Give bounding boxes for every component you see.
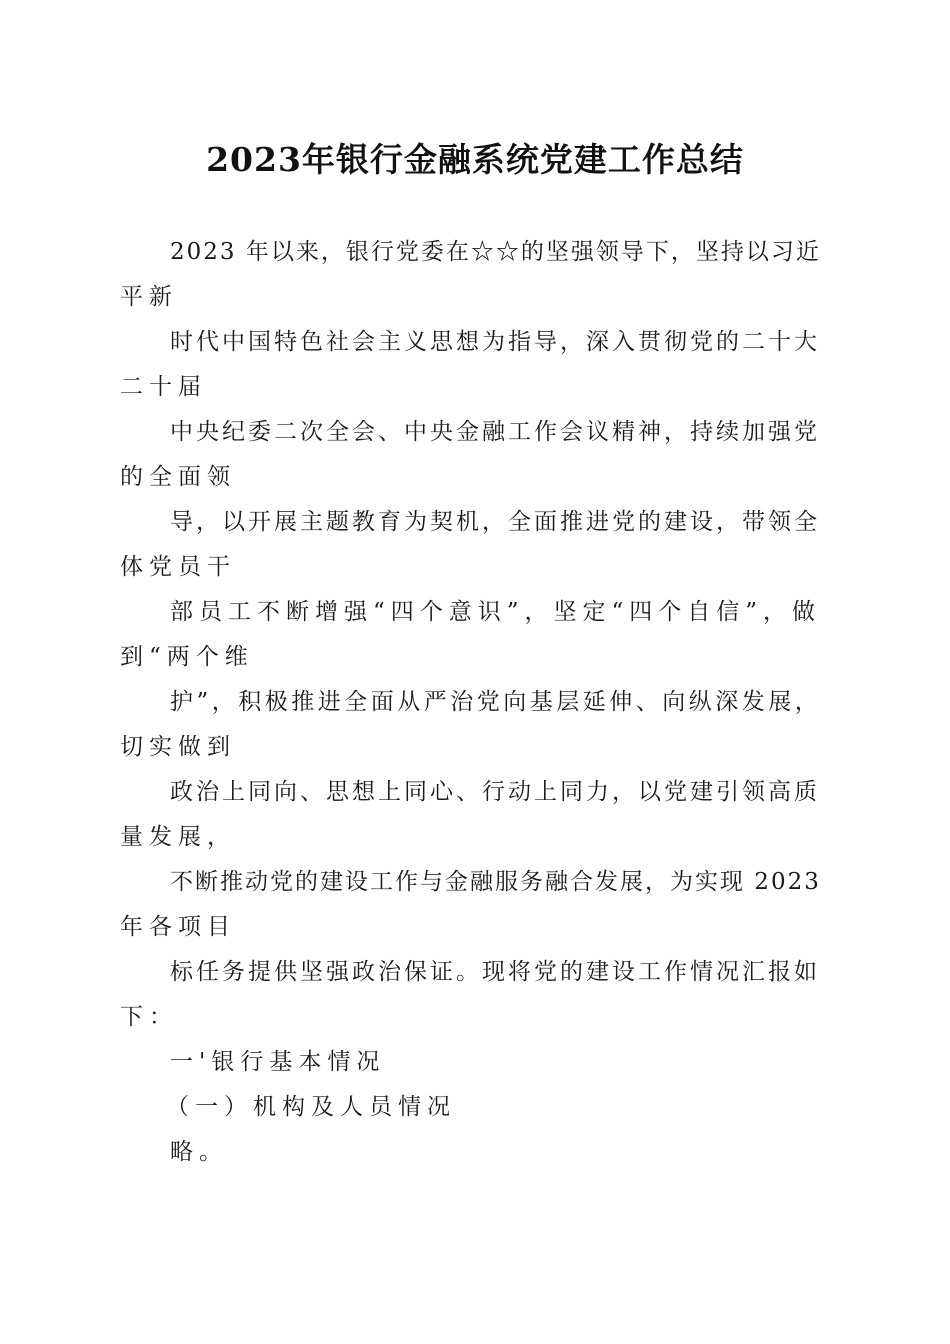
body-text: 略。: [170, 1139, 228, 1165]
document-title: 2023年银行金融系统党建工作总结: [206, 140, 744, 179]
paragraph-line-wrap: 量发展，: [120, 824, 236, 850]
paragraph-line: 时代中国特色社会主义思想为指导，深入贯彻党的二十大: [170, 329, 820, 355]
paragraph-line-wrap: 二十届: [120, 374, 207, 400]
paragraph-line: 部员工不断增强“四个意识”，坚定“四个自信”，做: [170, 599, 822, 625]
paragraph-line-wrap: 的全面领: [120, 464, 236, 490]
paragraph-line: 标任务提供坚强政治保证。现将党的建设工作情况汇报如: [170, 959, 820, 985]
paragraph-line-wrap: 到“两个维: [120, 644, 254, 670]
paragraph-line-wrap: 平新: [120, 284, 178, 310]
paragraph-line: 中央纪委二次全会、中央金融工作会议精神，持续加强党: [170, 419, 820, 445]
paragraph-line-wrap: 下：: [120, 1004, 178, 1030]
paragraph-line-wrap: 切实做到: [120, 734, 236, 760]
paragraph-line-wrap: 年各项目: [120, 914, 236, 940]
section-heading: 一'银行基本情况: [170, 1049, 386, 1075]
paragraph-line: 导，以开展主题教育为契机，全面推进党的建设，带领全: [170, 509, 820, 535]
paragraph-line: 护”，积极推进全面从严治党向基层延伸、向纵深发展，: [170, 689, 822, 715]
paragraph-line: 不断推动党的建设工作与金融服务融合发展，为实现 2023: [170, 869, 821, 895]
paragraph-line-wrap: 体党员干: [120, 554, 236, 580]
paragraph-line: 政治上同向、思想上同心、行动上同力，以党建引领高质: [170, 779, 820, 805]
paragraph-line: 2023 年以来，银行党委在☆☆的坚强领导下，坚持以习近: [170, 239, 821, 265]
subsection-heading: （一）机构及人员情况: [166, 1094, 456, 1120]
